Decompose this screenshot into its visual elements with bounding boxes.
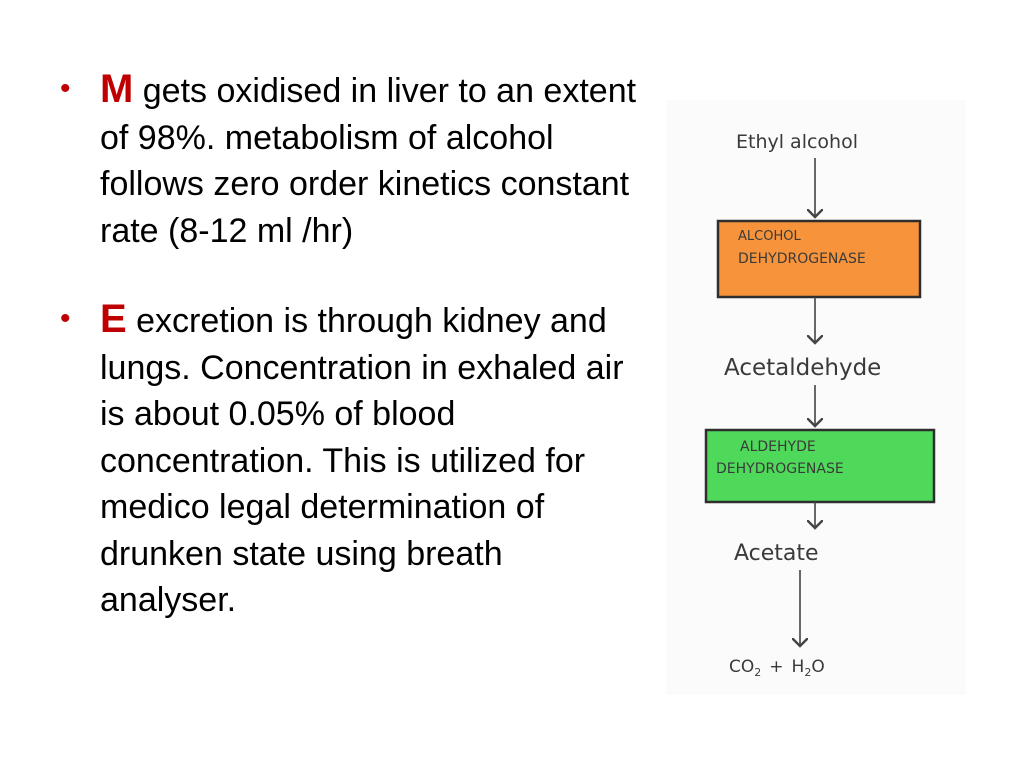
intermediate-label: Acetaldehyde	[724, 355, 882, 381]
start-label: Ethyl alcohol	[736, 131, 858, 153]
final-products	[729, 657, 825, 679]
h2o-o: O	[811, 657, 825, 677]
enzyme1-line2: DEHYDROGENASE	[738, 251, 866, 267]
alcohol-metabolism-diagram	[666, 100, 966, 695]
bullet-excretion	[60, 296, 640, 624]
bullet-marker: •	[60, 72, 71, 105]
co2-subscript: 2	[754, 666, 762, 679]
bullet-metabolism	[60, 66, 640, 254]
plus-sign: +	[769, 657, 784, 677]
h2o-subscript: 2	[804, 666, 812, 679]
bullet-list	[60, 66, 640, 624]
co2-text: CO	[729, 657, 755, 677]
enzyme2-line1: ALDEHYDE	[740, 439, 816, 455]
bullet-text: gets oxidised in liver to an extent of 98%. metabolism of alcohol follows zero order kinetics constant rate (8-12 ml /hr)	[100, 72, 637, 250]
bullet-key-letter: E	[100, 297, 127, 341]
enzyme1-line1: ALCOHOL	[738, 229, 801, 244]
enzyme2-line2: DEHYDROGENASE	[716, 461, 844, 477]
bullet-text: excretion is through kidney and lungs. Concentration in exhaled air is about 0.05% of blood concentration. This is utilized for medico legal determination of drunken state using breath analyser.	[100, 302, 624, 619]
product-label: Acetate	[734, 541, 819, 566]
diagram-svg	[666, 100, 966, 695]
bullet-key-letter: M	[100, 67, 134, 111]
bullet-marker: •	[60, 302, 71, 335]
h2o-h: H	[791, 657, 805, 677]
